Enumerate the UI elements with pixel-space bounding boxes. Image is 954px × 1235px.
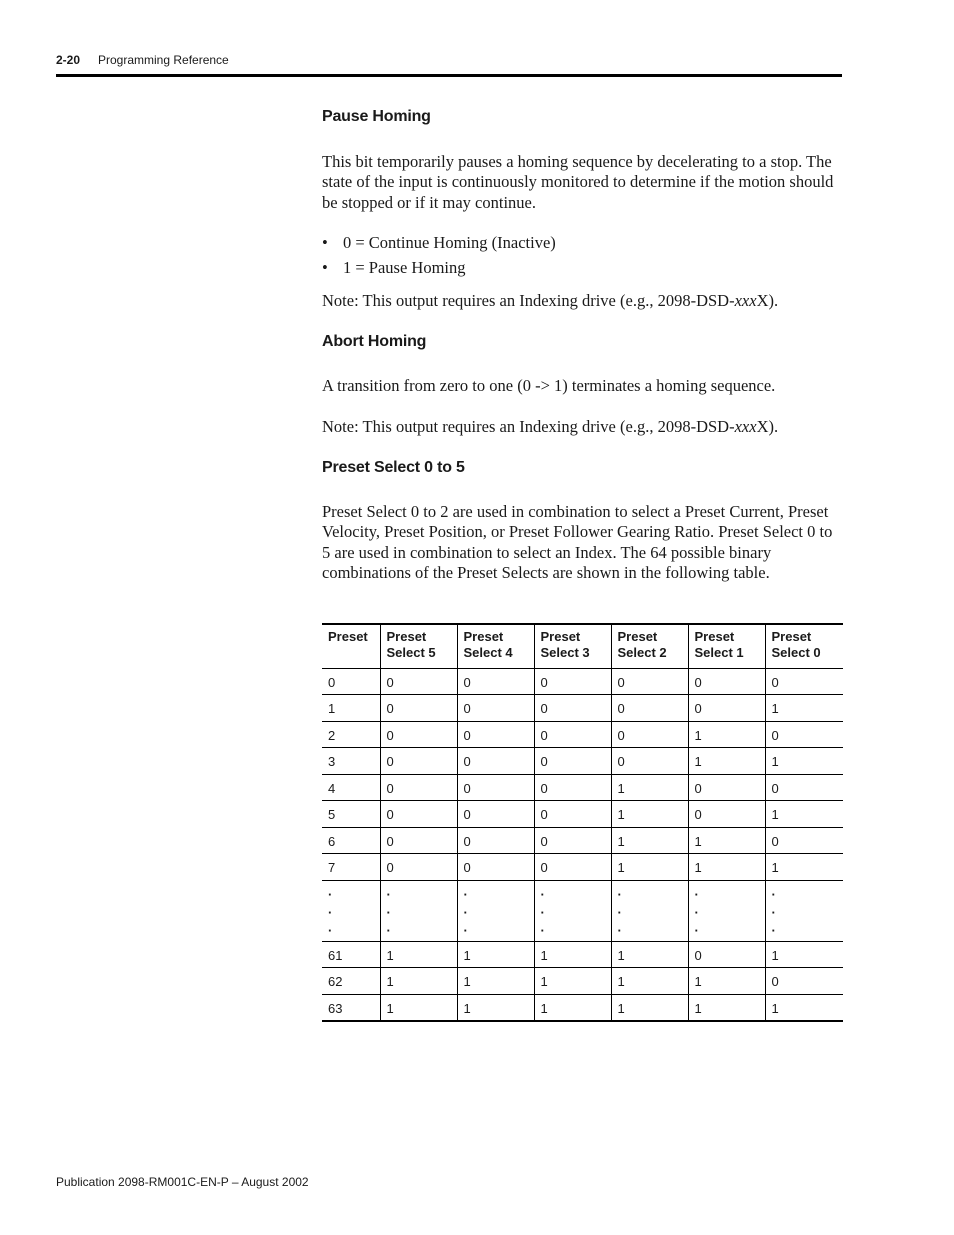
table-cell: 1 bbox=[765, 748, 843, 775]
table-cell: 0 bbox=[534, 721, 611, 748]
column-header: Preset bbox=[322, 624, 380, 668]
table-cell: 0 bbox=[457, 774, 534, 801]
table-cell: · · · bbox=[534, 880, 611, 941]
table-cell: 0 bbox=[688, 941, 765, 968]
table-cell: · · · bbox=[688, 880, 765, 941]
table-cell: 1 bbox=[765, 994, 843, 1021]
table-cell: 0 bbox=[611, 748, 688, 775]
preset-select-heading: Preset Select 0 to 5 bbox=[322, 459, 465, 476]
table-cell: 1 bbox=[322, 695, 380, 722]
table-cell: 1 bbox=[611, 801, 688, 828]
column-header: Preset Select 1 bbox=[688, 624, 765, 668]
table-cell: 0 bbox=[611, 668, 688, 695]
table-cell: 3 bbox=[322, 748, 380, 775]
table-cell: 1 bbox=[380, 941, 457, 968]
table-header-row bbox=[322, 624, 843, 668]
table-cell: 0 bbox=[765, 774, 843, 801]
abort-homing-body: A transition from zero to one (0 -> 1) terminates a homing sequence. bbox=[322, 376, 776, 395]
table-row bbox=[322, 880, 843, 941]
table-cell: 1 bbox=[534, 968, 611, 995]
table-cell: 1 bbox=[611, 854, 688, 881]
table-row bbox=[322, 748, 843, 775]
table-cell: 1 bbox=[765, 801, 843, 828]
table-cell: 2 bbox=[322, 721, 380, 748]
abort-homing-heading: Abort Homing bbox=[322, 333, 427, 350]
bullet-icon: • bbox=[322, 233, 328, 252]
table-cell: 0 bbox=[457, 721, 534, 748]
table-cell: 0 bbox=[765, 827, 843, 854]
table-cell: 0 bbox=[380, 774, 457, 801]
table-cell: 1 bbox=[688, 994, 765, 1021]
bullet-text: 1 = Pause Homing bbox=[343, 258, 466, 277]
table-cell: · · · bbox=[611, 880, 688, 941]
table-cell: 1 bbox=[688, 748, 765, 775]
table-cell: 0 bbox=[611, 721, 688, 748]
table-row bbox=[322, 827, 843, 854]
table-cell: 0 bbox=[380, 721, 457, 748]
table-cell: 0 bbox=[688, 695, 765, 722]
table-cell: 0 bbox=[457, 668, 534, 695]
table-cell: 0 bbox=[611, 695, 688, 722]
preset-table bbox=[322, 623, 843, 1022]
section-title: Programming Reference bbox=[98, 53, 229, 67]
table-cell: 0 bbox=[380, 827, 457, 854]
table-cell: 1 bbox=[457, 941, 534, 968]
table-row bbox=[322, 801, 843, 828]
table-cell: 0 bbox=[534, 748, 611, 775]
table-cell: 1 bbox=[765, 941, 843, 968]
table-row bbox=[322, 695, 843, 722]
table-cell: 1 bbox=[457, 994, 534, 1021]
table-cell: 0 bbox=[457, 854, 534, 881]
table-cell: 1 bbox=[380, 994, 457, 1021]
table-cell: 1 bbox=[688, 968, 765, 995]
table-cell: 61 bbox=[322, 941, 380, 968]
table-cell: 0 bbox=[380, 695, 457, 722]
table-cell: 0 bbox=[534, 854, 611, 881]
table-cell: 0 bbox=[534, 695, 611, 722]
table-cell: 1 bbox=[611, 968, 688, 995]
table-cell: 1 bbox=[534, 941, 611, 968]
column-header: Preset Select 5 bbox=[380, 624, 457, 668]
table-cell: · · · bbox=[765, 880, 843, 941]
table-row bbox=[322, 774, 843, 801]
table-cell: 1 bbox=[688, 721, 765, 748]
table-cell: 1 bbox=[765, 854, 843, 881]
table-row bbox=[322, 941, 843, 968]
table-row bbox=[322, 854, 843, 881]
pause-homing-heading: Pause Homing bbox=[322, 108, 431, 125]
page-header bbox=[56, 53, 229, 67]
main-content bbox=[322, 0, 844, 1235]
table-cell: 1 bbox=[611, 941, 688, 968]
column-header: Preset Select 2 bbox=[611, 624, 688, 668]
table-cell: 0 bbox=[457, 801, 534, 828]
table-cell: 0 bbox=[688, 668, 765, 695]
preset-select-body: Preset Select 0 to 2 are used in combination to select a Preset Current, Preset Velocity, Preset Position, or Preset Follower Gearing Ratio. Preset Select 0 to 5 are used in combination to select an Index. The 64 possible binary combinations of the Preset Selects are shown in the following table. bbox=[322, 502, 833, 583]
bullet-text: 0 = Continue Homing (Inactive) bbox=[343, 233, 556, 252]
table-cell: · · · bbox=[457, 880, 534, 941]
table-cell: 0 bbox=[765, 721, 843, 748]
table-cell: 0 bbox=[765, 668, 843, 695]
table-row bbox=[322, 721, 843, 748]
table-cell: 1 bbox=[457, 968, 534, 995]
table-cell: 1 bbox=[765, 695, 843, 722]
pause-homing-body: This bit temporarily pauses a homing sequence by decelerating to a stop. The state of the input is continuously monitored to determine if the motion should be stopped or if it may continue. bbox=[322, 152, 834, 212]
table-cell: 0 bbox=[457, 695, 534, 722]
table-cell: 7 bbox=[322, 854, 380, 881]
table-cell: 0 bbox=[322, 668, 380, 695]
table-cell: 0 bbox=[765, 968, 843, 995]
table-cell: 0 bbox=[380, 854, 457, 881]
table-cell: 0 bbox=[380, 668, 457, 695]
table-cell: 1 bbox=[380, 968, 457, 995]
table-cell: 0 bbox=[534, 668, 611, 695]
abort-homing-note: Note: This output requires an Indexing drive (e.g., 2098-DSD-xxxX). bbox=[322, 417, 779, 436]
table-cell: 62 bbox=[322, 968, 380, 995]
table-cell: · · · bbox=[380, 880, 457, 941]
list-item bbox=[322, 258, 466, 278]
page-footer: Publication 2098-RM001C-EN-P – August 2002 bbox=[56, 1175, 309, 1189]
table-cell: 5 bbox=[322, 801, 380, 828]
table-cell: 0 bbox=[688, 774, 765, 801]
table-cell: 0 bbox=[534, 801, 611, 828]
table-cell: 1 bbox=[688, 827, 765, 854]
table-row bbox=[322, 968, 843, 995]
table-cell: 0 bbox=[457, 748, 534, 775]
table-cell: 1 bbox=[611, 994, 688, 1021]
table-cell: 0 bbox=[534, 827, 611, 854]
column-header: Preset Select 0 bbox=[765, 624, 843, 668]
column-header: Preset Select 3 bbox=[534, 624, 611, 668]
table-cell: 1 bbox=[611, 774, 688, 801]
table-cell: 0 bbox=[457, 827, 534, 854]
table-row bbox=[322, 994, 843, 1021]
table-cell: 1 bbox=[688, 854, 765, 881]
table-cell: 63 bbox=[322, 994, 380, 1021]
table-cell: 1 bbox=[611, 827, 688, 854]
page-number: 2-20 bbox=[56, 53, 81, 67]
table-cell: 0 bbox=[688, 801, 765, 828]
table-cell: · · · bbox=[322, 880, 380, 941]
pause-homing-note: Note: This output requires an Indexing drive (e.g., 2098-DSD-xxxX). bbox=[322, 291, 779, 310]
list-item bbox=[322, 233, 556, 253]
column-header: Preset Select 4 bbox=[457, 624, 534, 668]
table-row bbox=[322, 668, 843, 695]
table-cell: 0 bbox=[380, 801, 457, 828]
table-cell: 6 bbox=[322, 827, 380, 854]
table-cell: 4 bbox=[322, 774, 380, 801]
table-cell: 1 bbox=[534, 994, 611, 1021]
table-cell: 0 bbox=[380, 748, 457, 775]
table-cell: 0 bbox=[534, 774, 611, 801]
bullet-icon: • bbox=[322, 258, 328, 277]
